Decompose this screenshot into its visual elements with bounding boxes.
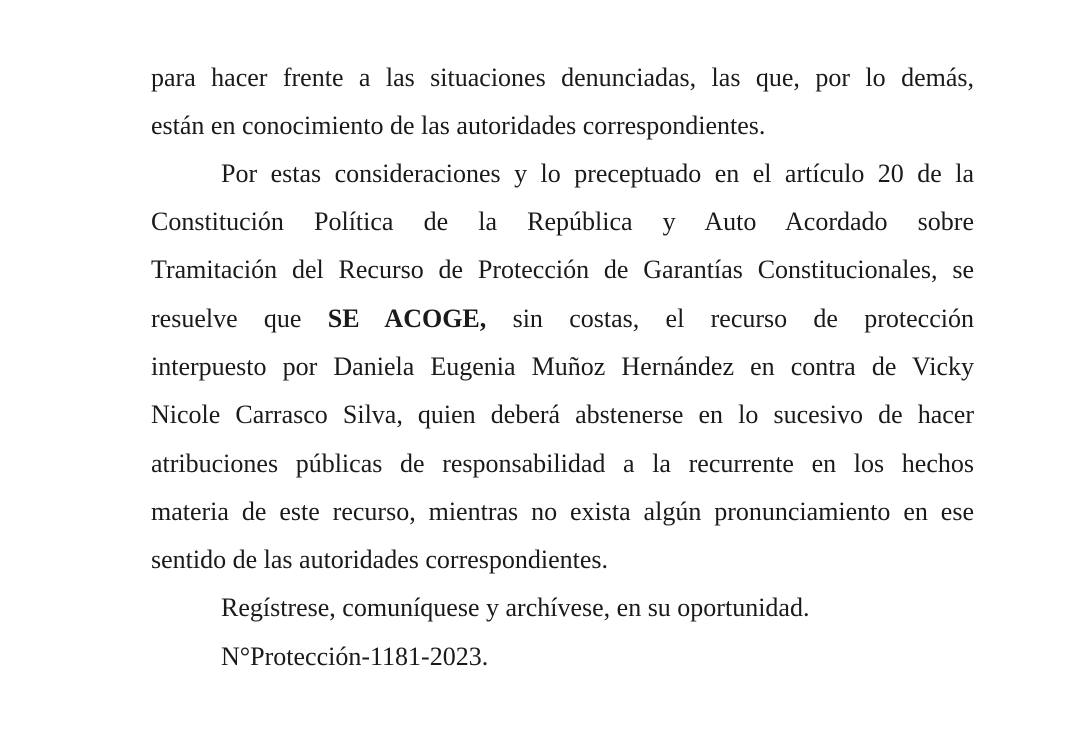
para2-line5: interpuesto por Daniela Eugenia Muñoz Hernández en contra de Vicky bbox=[151, 352, 974, 381]
para2-line8: materia de este recurso, mientras no exista algún pronunciamiento en ese bbox=[151, 497, 974, 526]
case-number: N°Protección-1181-2023. bbox=[221, 642, 489, 671]
ruling-se-acoge: SE ACOGE, bbox=[327, 304, 487, 333]
para2-line7: atribuciones públicas de responsabilidad a la recurrente en los hechos bbox=[151, 449, 974, 478]
para2-line3: Tramitación del Recurso de Protección de Garantías Constitucionales, se bbox=[151, 255, 974, 284]
para2-line4-pre: resuelve que bbox=[151, 304, 302, 333]
para2-line9: sentido de las autoridades correspondientes. bbox=[151, 545, 609, 574]
para2-line6: Nicole Carrasco Silva, quien deberá abstenerse en lo sucesivo de hacer bbox=[151, 400, 974, 429]
para2-line1: Por estas consideraciones y lo preceptuado en el artículo 20 de la bbox=[221, 159, 974, 188]
para2-line4-post: sin costas, el recurso de protección bbox=[512, 304, 974, 333]
para1-line1: para hacer frente a las situaciones denunciadas, las que, por lo demás, bbox=[151, 63, 974, 92]
para2-line2: Constitución Política de la República y Auto Acordado sobre bbox=[151, 207, 974, 236]
para3-line: Regístrese, comuníquese y archívese, en su oportunidad. bbox=[221, 593, 810, 622]
para1-line2: están en conocimiento de las autoridades correspondientes. bbox=[151, 111, 766, 140]
para2-line4 bbox=[151, 304, 974, 334]
